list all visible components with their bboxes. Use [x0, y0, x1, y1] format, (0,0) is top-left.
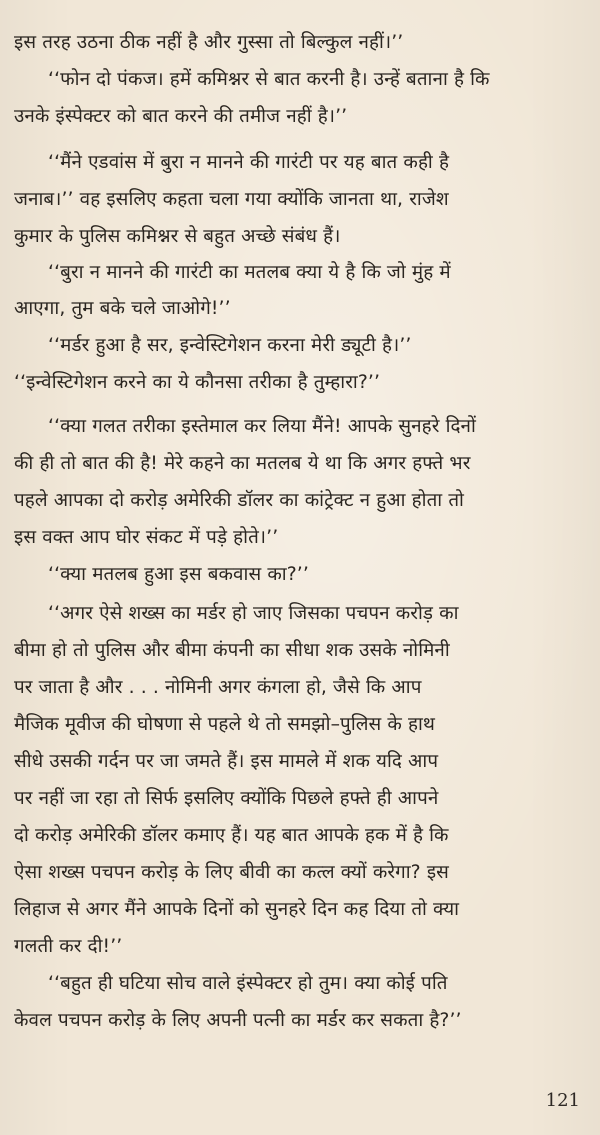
text-line-22: दो करोड़ अमेरिकी डॉलर कमाए हैं। यह बात आपके हक में है कि	[14, 824, 449, 846]
text-line-19: मैजिक मूवीज की घोषणा से पहले थे तो समझो–पुलिस के हाथ	[14, 713, 436, 735]
text-line-14: इस वक्त आप घोर संकट में पड़े होते।’’	[14, 526, 279, 548]
text-line-2: ‘‘फोन दो पंकज। हमें कमिश्नर से बात करनी है। उन्हें बताना है कि	[48, 68, 490, 90]
text-line-7: ‘‘बुरा न मानने की गारंटी का मतलब क्या ये है कि जो मुंह में	[48, 261, 451, 283]
text-line-24: लिहाज से अगर मैंने आपके दिनों को सुनहरे दिन कह दिया तो क्या	[14, 898, 460, 920]
text-line-10: ‘‘इन्वेस्टिगेशन करने का ये कौनसा तरीका है तुम्हारा?’’	[14, 371, 381, 393]
text-line-5: जनाब।’’ वह इसलिए कहता चला गया क्योंकि जानता था, राजेश	[14, 188, 449, 210]
text-line-26: ‘‘बहुत ही घटिया सोच वाले इंस्पेक्टर हो तुम। क्या कोई पति	[48, 972, 448, 994]
text-line-20: सीधे उसकी गर्दन पर जा जमते हैं। इस मामले में शक यदि आप	[14, 750, 439, 772]
text-line-4: ‘‘मैंने एडवांस में बुरा न मानने की गारंटी पर यह बात कही है	[48, 151, 450, 173]
text-line-3: उनके इंस्पेक्टर को बात करने की तमीज नहीं है।’’	[14, 105, 348, 127]
text-line-6: कुमार के पुलिस कमिश्नर से बहुत अच्छे संबंध हैं।	[14, 225, 341, 247]
text-line-12: की ही तो बात की है! मेरे कहने का मतलब ये था कि अगर हफ्ते भर	[14, 452, 471, 474]
text-line-8: आएगा, तुम बके चले जाओगे!’’	[14, 297, 231, 319]
text-line-11: ‘‘क्या गलत तरीका इस्तेमाल कर लिया मैंने! आपके सुनहरे दिनों	[48, 415, 476, 437]
text-line-23: ऐसा शख्स पचपन करोड़ के लिए बीवी का कत्ल क्यों करेगा? इस	[14, 861, 449, 883]
text-line-17: बीमा हो तो पुलिस और बीमा कंपनी का सीधा शक उसके नोमिनी	[14, 639, 450, 661]
text-line-27: केवल पचपन करोड़ के लिए अपनी पत्नी का मर्डर कर सकता है?’’	[14, 1009, 462, 1031]
text-line-18: पर जाता है और . . . नोमिनी अगर कंगला हो, जैसे कि आप	[14, 676, 422, 698]
text-line-9: ‘‘मर्डर हुआ है सर, इन्वेस्टिगेशन करना मेरी ड्यूटी है।’’	[48, 334, 412, 356]
text-line-1: इस तरह उठना ठीक नहीं है और गुस्सा तो बिल्कुल नहीं।’’	[14, 31, 404, 53]
text-line-15: ‘‘क्या मतलब हुआ इस बकवास का?’’	[48, 563, 309, 585]
text-line-16: ‘‘अगर ऐसे शख्स का मर्डर हो जाए जिसका पचपन करोड़ का	[48, 602, 459, 624]
text-line-25: गलती कर दी!’’	[14, 935, 123, 957]
text-line-21: पर नहीं जा रहा तो सिर्फ इसलिए क्योंकि पिछले हफ्ते ही आपने	[14, 787, 439, 809]
page-number: 121	[545, 1090, 580, 1111]
text-line-13: पहले आपका दो करोड़ अमेरिकी डॉलर का कांट्रेक्ट न हुआ होता तो	[14, 489, 465, 511]
